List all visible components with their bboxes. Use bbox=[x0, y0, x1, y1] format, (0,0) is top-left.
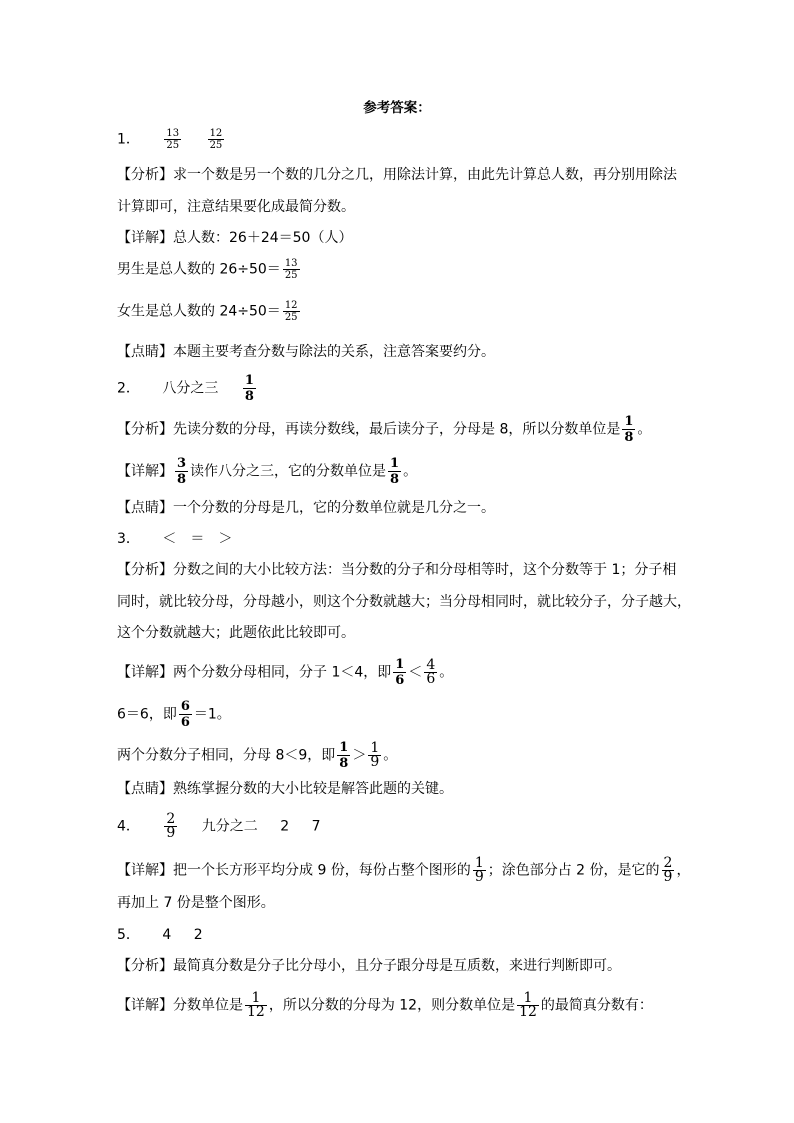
question-number: 4． bbox=[117, 818, 140, 835]
fraction: $\frac{2}{9}$ bbox=[166, 811, 176, 841]
q5-detail: 【详解】分数单位是 $\frac{1}{12}$ ，所以分数的分母为 12，则分数单位是 $\frac{1}{12}$ 的最简真分数有： bbox=[117, 990, 653, 1020]
fraction: $\frac{1}{8}$ bbox=[390, 456, 400, 487]
q3-answer-line: 3． ＜ ＝ ＞ bbox=[117, 531, 233, 547]
q4-detail: 再加上 7 份是整个图形。 bbox=[117, 895, 275, 911]
fraction: $\frac{1}{12}$ bbox=[247, 990, 265, 1020]
q3-detail: 两个分数分子相同，分母 8＜9，即 $\frac{1}{8}$ ＞ $\frac{1}{9}$ 。 bbox=[117, 740, 398, 771]
q3-analysis: 同时，就比较分母，分母越小，则这个分数就越大；当分母相同时，就比较分子，分子越大， bbox=[117, 594, 691, 610]
q5-answer-line: 5． 4 2 bbox=[117, 927, 203, 943]
fraction: $\frac{1}{6}$ bbox=[395, 657, 405, 688]
fraction: $\frac{4}{6}$ bbox=[426, 657, 436, 687]
fraction: $\frac{2}{9}$ bbox=[663, 855, 673, 885]
fraction: $\frac{13}{25}$ bbox=[166, 128, 180, 151]
q1-detail: 【详解】总人数：26＋24＝50（人） bbox=[117, 230, 353, 246]
fraction: $\frac{1}{8}$ bbox=[624, 414, 634, 445]
q2-detail: 【详解】 $\frac{3}{8}$ 读作八分之三，它的分数单位是 $\frac{1}{8}$ 。 bbox=[117, 456, 418, 487]
fraction: $\frac{1}{8}$ bbox=[339, 740, 349, 771]
fraction: $\frac{6}{6}$ bbox=[180, 699, 190, 730]
q4-detail: 【详解】把一个长方形平均分成 9 份，每份占整个图形的 $\frac{1}{9}$ ；涂色部分占 2 份，是它的 $\frac{2}{9}$ ， bbox=[117, 855, 691, 885]
q2-comment: 【点睛】一个分数的分母是几，它的分数单位就是几分之一。 bbox=[117, 500, 495, 516]
fraction: $\frac{1}{8}$ bbox=[244, 373, 254, 404]
fraction: $\frac{1}{9}$ bbox=[370, 740, 380, 770]
q5-analysis: 【分析】最简真分数是分子比分母小，且分子跟分母是互质数，来进行判断即可。 bbox=[117, 958, 621, 974]
fraction: $\frac{13}{25}$ bbox=[284, 258, 298, 281]
q3-detail: 【详解】两个分数分母相同，分子 1＜4，即 $\frac{1}{6}$ ＜ $\frac{4}{6}$ 。 bbox=[117, 657, 454, 688]
q1-comment: 【点睛】本题主要考查分数与除法的关系，注意答案要约分。 bbox=[117, 344, 495, 360]
q3-analysis: 这个分数就越大；此题依此比较即可。 bbox=[117, 625, 355, 641]
q2-analysis: 【分析】先读分数的分母，再读分数线，最后读分子，分母是 8，所以分数单位是 $\frac{1}{8}$ 。 bbox=[117, 414, 652, 445]
q3-analysis: 【分析】分数之间的大小比较方法：当分数的分子和分母相等时，这个分数等于 1；分子相 bbox=[117, 562, 677, 578]
question-number: 5． bbox=[117, 927, 140, 943]
q3-detail: 6＝6，即 $\frac{6}{6}$ ＝1。 bbox=[117, 699, 231, 730]
fraction: $\frac{3}{8}$ bbox=[177, 456, 187, 487]
fraction: $\frac{1}{9}$ bbox=[474, 855, 484, 885]
page-title: 参考答案： bbox=[363, 100, 431, 116]
q2-answer-line: 2． 八分之三 $\frac{1}{8}$ bbox=[117, 373, 254, 404]
q1-detail: 女生是总人数的 24÷50＝ $\frac{12}{25}$ bbox=[117, 300, 298, 323]
fraction: $\frac{12}{25}$ bbox=[209, 128, 223, 151]
question-number: 3． bbox=[117, 531, 140, 547]
q4-answer-line: 4． $\frac{2}{9}$ 九分之二 2 7 bbox=[117, 811, 321, 841]
q1-analysis: 【分析】求一个数是另一个数的几分之几，用除法计算，由此先计算总人数，再分别用除法 bbox=[117, 167, 677, 183]
fraction: $\frac{1}{12}$ bbox=[519, 990, 537, 1020]
question-number: 1． bbox=[117, 131, 140, 148]
q1-detail: 男生是总人数的 26÷50＝ $\frac{13}{25}$ bbox=[117, 258, 298, 281]
question-number: 2． bbox=[117, 380, 140, 397]
fraction: $\frac{12}{25}$ bbox=[284, 300, 298, 323]
q1-answer-line bbox=[117, 128, 226, 151]
q1-analysis: 计算即可，注意结果要化成最简分数。 bbox=[117, 199, 355, 215]
q3-comment: 【点睛】熟练掌握分数的大小比较是解答此题的关键。 bbox=[117, 781, 453, 797]
